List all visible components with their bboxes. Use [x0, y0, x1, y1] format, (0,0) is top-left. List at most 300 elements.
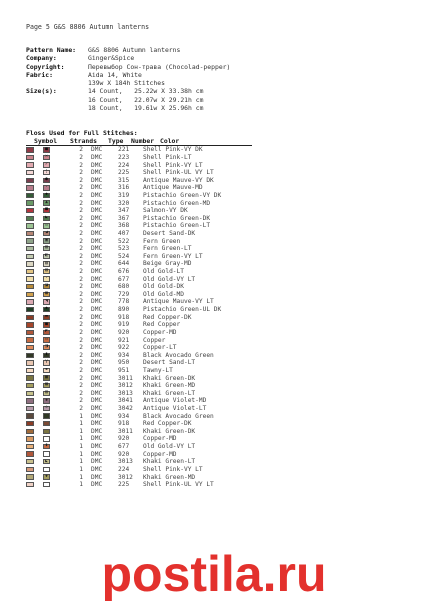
color-name-cell: Old Gold-MD	[143, 290, 184, 298]
color-swatch	[26, 482, 34, 487]
floss-row	[26, 154, 221, 162]
stitch-symbol-icon: ·	[43, 276, 50, 281]
number-cell: 223	[118, 153, 130, 161]
type-cell: DMC	[91, 290, 103, 298]
stitch-symbol-icon: ·	[43, 185, 50, 190]
color-swatch	[26, 284, 34, 289]
stitch-symbol-icon	[43, 482, 50, 487]
number-cell: 3042	[118, 405, 133, 413]
type-cell: DMC	[91, 344, 103, 352]
stitch-symbol-icon: ✚	[43, 474, 50, 479]
number-cell: 918	[118, 420, 130, 428]
type-cell: DMC	[91, 313, 103, 321]
color-name-cell: Copper-MD	[143, 450, 177, 458]
strands-cell: 2	[79, 260, 83, 268]
info-value: G&S 8806 Autumn lanterns	[88, 46, 181, 54]
color-name-cell: Black Avocado Green	[143, 412, 214, 420]
stitch-symbol-icon: ■	[43, 322, 50, 327]
type-cell: DMC	[91, 420, 103, 428]
strands-cell: 2	[79, 161, 83, 169]
color-name-cell: Antique Violet-LT	[143, 405, 207, 413]
stitch-symbol-icon: ▦	[43, 292, 50, 297]
strands-cell: 2	[79, 405, 83, 413]
color-name-cell: Desert Sand-LT	[143, 359, 196, 367]
strands-cell: 2	[79, 237, 83, 245]
stitch-symbol-icon: ▪	[43, 368, 50, 373]
stitch-symbol-icon: ▩	[43, 383, 50, 388]
color-name-cell: Shell Pink-VY DK	[143, 146, 203, 154]
color-swatch	[26, 337, 34, 342]
pattern-info	[26, 46, 230, 112]
floss-row	[26, 374, 221, 382]
floss-row	[26, 313, 221, 321]
type-cell: DMC	[91, 412, 103, 420]
number-cell: 367	[118, 214, 130, 222]
color-name-cell: Old Gold-DK	[143, 283, 184, 291]
stitch-symbol-icon: ▭	[43, 337, 50, 342]
type-cell: DMC	[91, 222, 103, 230]
stitch-symbol-icon: ✕	[43, 155, 50, 160]
number-cell: 368	[118, 222, 130, 230]
type-cell: DMC	[91, 450, 103, 458]
floss-row	[26, 306, 221, 314]
color-name-cell: Copper-LT	[143, 344, 177, 352]
info-row	[26, 54, 230, 62]
stitch-symbol-icon: ◪	[43, 284, 50, 289]
color-swatch	[26, 185, 34, 190]
stitch-symbol-icon: ▧	[43, 269, 50, 274]
type-cell: DMC	[91, 351, 103, 359]
type-cell: DMC	[91, 176, 103, 184]
floss-section-title: Floss Used for Full Stitches:	[26, 129, 138, 137]
strands-cell: 1	[79, 465, 83, 473]
strands-cell: 1	[79, 450, 83, 458]
type-cell: DMC	[91, 252, 103, 260]
color-swatch	[26, 307, 34, 312]
floss-table	[26, 146, 221, 488]
number-cell: 890	[118, 306, 130, 314]
type-cell: DMC	[91, 283, 103, 291]
info-row	[26, 104, 230, 112]
floss-row	[26, 359, 221, 367]
color-swatch	[26, 398, 34, 403]
type-cell: DMC	[91, 245, 103, 253]
number-cell: 225	[118, 481, 130, 489]
stitch-symbol-icon	[43, 451, 50, 456]
stitch-symbol-icon: ▥	[43, 246, 50, 251]
color-swatch	[26, 383, 34, 388]
color-swatch	[26, 269, 34, 274]
type-cell: DMC	[91, 397, 103, 405]
info-label	[26, 96, 88, 104]
color-name-cell: Antique Mauve-VY LT	[143, 298, 214, 306]
type-cell: DMC	[91, 389, 103, 397]
stitch-symbol-icon: ◨	[43, 345, 50, 350]
color-name-cell: Copper-MD	[143, 328, 177, 336]
stitch-symbol-icon: ▫	[43, 223, 50, 228]
floss-row	[26, 405, 221, 413]
strands-cell: 2	[79, 146, 83, 154]
strands-cell: 2	[79, 328, 83, 336]
strands-cell: 2	[79, 321, 83, 329]
info-label: Fabric:	[26, 70, 53, 79]
floss-row	[26, 390, 221, 398]
color-swatch	[26, 254, 34, 259]
header-strands: Strands	[70, 137, 97, 145]
floss-row	[26, 367, 221, 375]
type-cell: DMC	[91, 230, 103, 237]
info-value: 16 Count, 22.07w X 29.21h cm	[88, 95, 204, 104]
color-name-cell: Khaki Green-LT	[143, 458, 196, 466]
color-swatch	[26, 421, 34, 426]
floss-row	[26, 184, 221, 192]
header-number: Number	[131, 137, 155, 145]
info-label: Company:	[26, 54, 57, 63]
strands-cell: 2	[79, 245, 83, 253]
type-cell: DMC	[91, 184, 103, 192]
info-value: Aida 14, White	[88, 70, 142, 79]
type-cell: DMC	[91, 465, 103, 473]
stitch-symbol-icon	[43, 429, 50, 434]
header-symbol: Symbol	[34, 137, 58, 145]
type-cell: DMC	[91, 237, 103, 245]
color-swatch	[26, 208, 34, 213]
color-swatch	[26, 200, 34, 205]
number-cell: 3041	[118, 397, 133, 405]
number-cell: 676	[118, 268, 130, 276]
number-cell: 224	[118, 161, 130, 169]
floss-row	[26, 199, 221, 207]
number-cell: 320	[118, 199, 130, 207]
color-name-cell: Pistachio Green-VY DK	[143, 191, 222, 199]
type-cell: DMC	[91, 336, 103, 344]
floss-row	[26, 176, 221, 184]
color-swatch	[26, 162, 34, 167]
color-swatch	[26, 292, 34, 297]
color-swatch	[26, 276, 34, 281]
color-name-cell: Khaki Green-DK	[143, 427, 196, 435]
page-title: Page 5 G&S 8806 Autumn lanterns	[26, 23, 150, 31]
color-swatch	[26, 451, 34, 456]
postila-logo-icon	[54, 549, 374, 601]
strands-cell: 1	[79, 435, 83, 443]
type-cell: DMC	[91, 260, 103, 268]
stitch-symbol-icon: ✓	[43, 162, 50, 167]
color-swatch	[26, 231, 34, 236]
info-label: Copyright:	[26, 62, 65, 71]
number-cell: 934	[118, 412, 130, 420]
strands-cell: 2	[79, 290, 83, 298]
color-name-cell: Fern Green-VY LT	[143, 252, 203, 260]
type-cell: DMC	[91, 382, 103, 390]
info-label: Size(s):	[26, 87, 57, 96]
number-cell: 522	[118, 237, 130, 245]
type-cell: DMC	[91, 207, 103, 215]
info-value: 14 Count, 25.22w X 33.38h cm	[88, 87, 204, 96]
number-cell: 316	[118, 184, 130, 192]
info-label	[26, 104, 88, 112]
strands-cell: 2	[79, 366, 83, 374]
color-swatch	[26, 193, 34, 198]
color-swatch	[26, 345, 34, 350]
strands-cell: 2	[79, 191, 83, 199]
strands-cell: 1	[79, 458, 83, 466]
floss-row	[26, 329, 221, 337]
stitch-symbol-icon: ▥	[43, 391, 50, 396]
strands-cell: 2	[79, 313, 83, 321]
floss-row	[26, 428, 221, 436]
strands-cell: 1	[79, 427, 83, 435]
color-name-cell: Copper-MD	[143, 435, 177, 443]
stitch-symbol-icon: ▮	[43, 353, 50, 358]
number-cell: 729	[118, 290, 130, 298]
color-swatch	[26, 261, 34, 266]
floss-row	[26, 443, 221, 451]
color-swatch	[26, 330, 34, 335]
color-name-cell: Shell Pink-VY LT	[143, 161, 203, 169]
color-name-cell: Khaki Green-DK	[143, 374, 196, 382]
floss-row	[26, 473, 221, 481]
floss-row	[26, 268, 221, 276]
floss-row	[26, 161, 221, 169]
floss-row	[26, 458, 221, 466]
type-cell: DMC	[91, 275, 103, 283]
floss-row	[26, 291, 221, 299]
color-name-cell: Old Gold-LT	[143, 268, 184, 276]
info-label: Pattern Name:	[26, 46, 77, 54]
strands-cell: 2	[79, 283, 83, 291]
color-name-cell: Pistachio Green-UL DK	[143, 306, 222, 314]
number-cell: 922	[118, 344, 130, 352]
type-cell: DMC	[91, 328, 103, 336]
strands-cell: 1	[79, 412, 83, 420]
floss-row	[26, 298, 221, 306]
number-cell: 918	[118, 313, 130, 321]
type-cell: DMC	[91, 161, 103, 169]
type-cell: DMC	[91, 427, 103, 435]
strands-cell: 2	[79, 199, 83, 207]
type-cell: DMC	[91, 458, 103, 466]
type-cell: DMC	[91, 321, 103, 329]
color-name-cell: Shell Pink-UL VY LT	[143, 481, 214, 489]
strands-cell: 1	[79, 473, 83, 481]
strands-cell: 2	[79, 169, 83, 177]
color-name-cell: Antique Mauve-VY DK	[143, 176, 214, 184]
strands-cell: 2	[79, 184, 83, 192]
number-cell: 225	[118, 169, 130, 177]
number-cell: 677	[118, 443, 130, 451]
type-cell: DMC	[91, 359, 103, 367]
floss-row	[26, 214, 221, 222]
color-name-cell: Black Avocado Green	[143, 351, 214, 359]
color-name-cell: Shell Pink-VY LT	[143, 465, 203, 473]
color-swatch	[26, 178, 34, 183]
strands-cell: 2	[79, 359, 83, 367]
color-swatch	[26, 474, 34, 479]
strands-cell: 2	[79, 374, 83, 382]
stitch-symbol-icon: ▦	[43, 375, 50, 380]
strands-cell: 2	[79, 153, 83, 161]
color-swatch	[26, 315, 34, 320]
color-swatch	[26, 238, 34, 243]
color-swatch	[26, 375, 34, 380]
number-cell: 3012	[118, 473, 133, 481]
stitch-symbol-icon: ◤	[43, 330, 50, 335]
info-row	[26, 46, 230, 54]
floss-row	[26, 420, 221, 428]
stitch-symbol-icon	[43, 436, 50, 441]
color-name-cell: Tawny-LT	[143, 366, 173, 374]
info-row	[26, 71, 230, 79]
info-value: Перевыбор Сон-трава (Chocolad-pepper)	[88, 62, 231, 71]
number-cell: 221	[118, 146, 130, 154]
stitch-symbol-icon: ◢	[43, 231, 50, 236]
floss-row	[26, 344, 221, 352]
color-swatch	[26, 467, 34, 472]
floss-row	[26, 283, 221, 291]
color-swatch	[26, 459, 34, 464]
color-name-cell: Old Gold-VY LT	[143, 275, 196, 283]
watermark-logo	[0, 545, 427, 604]
strands-cell: 2	[79, 298, 83, 306]
info-label	[26, 79, 88, 87]
number-cell: 523	[118, 245, 130, 253]
floss-row	[26, 260, 221, 268]
number-cell: 224	[118, 465, 130, 473]
strands-cell: 2	[79, 382, 83, 390]
color-swatch	[26, 406, 34, 411]
floss-row	[26, 207, 221, 215]
number-cell: 3013	[118, 389, 133, 397]
strands-cell: 2	[79, 351, 83, 359]
type-cell: DMC	[91, 481, 103, 489]
stitch-symbol-icon	[43, 413, 50, 418]
number-cell: 347	[118, 207, 130, 215]
type-cell: DMC	[91, 374, 103, 382]
number-cell: 934	[118, 351, 130, 359]
info-row	[26, 96, 230, 104]
color-swatch	[26, 360, 34, 365]
stitch-symbol-icon: ▬	[43, 315, 50, 320]
color-swatch	[26, 155, 34, 160]
color-name-cell: Pistachio Green-MD	[143, 199, 211, 207]
color-name-cell: Pistachio Green-LT	[143, 222, 211, 230]
color-name-cell: Antique Mauve-MD	[143, 184, 203, 192]
strands-cell: 1	[79, 443, 83, 451]
strands-cell: 2	[79, 222, 83, 230]
color-swatch	[26, 246, 34, 251]
floss-row	[26, 382, 221, 390]
stitch-symbol-icon: ◆	[43, 307, 50, 312]
stitch-symbol-icon: ■	[43, 208, 50, 213]
number-cell: 315	[118, 176, 130, 184]
type-cell: DMC	[91, 435, 103, 443]
number-cell: 3011	[118, 427, 133, 435]
number-cell: 3012	[118, 382, 133, 390]
number-cell: 919	[118, 321, 130, 329]
info-value: 18 Count, 19.61w X 25.96h cm	[88, 104, 204, 113]
number-cell: 920	[118, 435, 130, 443]
color-swatch	[26, 391, 34, 396]
stitch-symbol-icon: ◣	[43, 216, 50, 221]
strands-cell: 2	[79, 275, 83, 283]
header-color: Color	[160, 137, 180, 145]
strands-cell: 2	[79, 268, 83, 276]
stitch-symbol-icon: ▮	[43, 444, 50, 449]
stitch-symbol-icon: ■	[43, 147, 50, 152]
floss-row	[26, 351, 221, 359]
floss-row	[26, 466, 221, 474]
type-cell: DMC	[91, 214, 103, 222]
number-cell: 950	[118, 359, 130, 367]
color-name-cell: Khaki Green-MD	[143, 382, 196, 390]
color-swatch	[26, 322, 34, 327]
number-cell: 778	[118, 298, 130, 306]
color-swatch	[26, 436, 34, 441]
color-name-cell: Fern Green-LT	[143, 245, 192, 253]
color-name-cell: Salmon-VY DK	[143, 207, 188, 215]
number-cell: 319	[118, 191, 130, 199]
strands-cell: 2	[79, 230, 83, 237]
number-cell: 920	[118, 450, 130, 458]
stitch-symbol-icon	[43, 467, 50, 472]
floss-row	[26, 450, 221, 458]
color-swatch	[26, 413, 34, 418]
stitch-symbol-icon: Y	[43, 360, 50, 365]
floss-row	[26, 192, 221, 200]
color-name-cell: Shell Pink-UL VY LT	[143, 169, 214, 177]
floss-row	[26, 397, 221, 405]
stitch-symbol-icon: ◧	[43, 254, 50, 259]
strands-cell: 2	[79, 214, 83, 222]
floss-row	[26, 321, 221, 329]
stitch-symbol-icon: ◆	[43, 193, 50, 198]
color-name-cell: Red Copper-DK	[143, 313, 192, 321]
floss-row	[26, 336, 221, 344]
stitch-symbol-icon: ▤	[43, 261, 50, 266]
strands-cell: 2	[79, 176, 83, 184]
number-cell: 920	[118, 328, 130, 336]
color-name-cell: Old Gold-VY LT	[143, 443, 196, 451]
number-cell: 951	[118, 366, 130, 374]
color-swatch	[26, 299, 34, 304]
info-row	[26, 87, 230, 95]
strands-cell: 2	[79, 306, 83, 314]
color-swatch	[26, 216, 34, 221]
strands-cell: 2	[79, 336, 83, 344]
color-name-cell: Desert Sand-DK	[143, 230, 196, 237]
number-cell: 644	[118, 260, 130, 268]
number-cell: 3011	[118, 374, 133, 382]
stitch-symbol-icon: ◥	[43, 299, 50, 304]
color-name-cell: Copper	[143, 336, 166, 344]
color-name-cell: Beige Gray-MD	[143, 260, 192, 268]
type-cell: DMC	[91, 405, 103, 413]
strands-cell: 2	[79, 344, 83, 352]
strands-cell: 1	[79, 481, 83, 489]
strands-cell: 2	[79, 252, 83, 260]
type-cell: DMC	[91, 473, 103, 481]
type-cell: DMC	[91, 306, 103, 314]
strands-cell: 1	[79, 420, 83, 428]
number-cell: 524	[118, 252, 130, 260]
floss-table-header	[34, 137, 179, 145]
color-name-cell: Pistachio Green-DK	[143, 214, 211, 222]
header-type: Type	[108, 137, 124, 145]
type-cell: DMC	[91, 169, 103, 177]
stitch-symbol-icon: ▣	[43, 238, 50, 243]
color-name-cell: Antique Violet-MD	[143, 397, 207, 405]
